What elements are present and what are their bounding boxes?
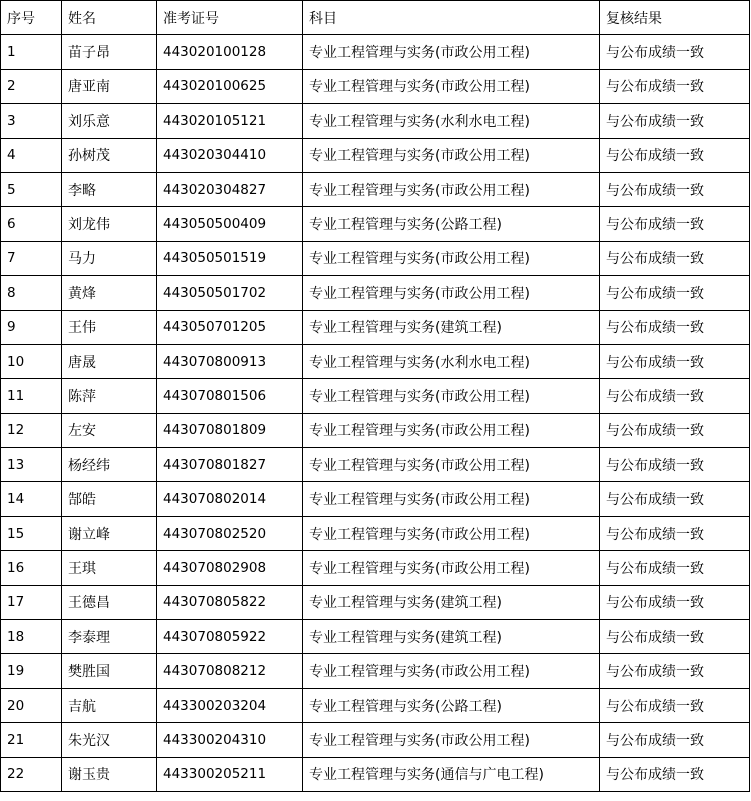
cell-name: 谢立峰	[62, 516, 157, 550]
table-row	[1, 620, 750, 654]
cell-subject: 专业工程管理与实务(建筑工程)	[303, 585, 600, 619]
cell-subject: 专业工程管理与实务(市政公用工程)	[303, 516, 600, 550]
cell-index: 21	[1, 723, 62, 757]
table-row	[1, 757, 750, 791]
cell-name: 郜皓	[62, 482, 157, 516]
header-review-result: 复核结果	[600, 1, 750, 35]
table-row	[1, 654, 750, 688]
cell-exam-number: 443050500409	[157, 207, 303, 241]
cell-review-result: 与公布成绩一致	[600, 69, 750, 103]
table-row	[1, 413, 750, 447]
cell-name: 陈萍	[62, 379, 157, 413]
cell-index: 9	[1, 310, 62, 344]
cell-name: 王伟	[62, 310, 157, 344]
cell-name: 孙树茂	[62, 138, 157, 172]
cell-exam-number: 443070808212	[157, 654, 303, 688]
cell-name: 唐晟	[62, 344, 157, 378]
cell-name: 李泰理	[62, 620, 157, 654]
cell-review-result: 与公布成绩一致	[600, 688, 750, 722]
cell-name: 王德昌	[62, 585, 157, 619]
header-exam-number: 准考证号	[157, 1, 303, 35]
cell-index: 11	[1, 379, 62, 413]
cell-subject: 专业工程管理与实务(建筑工程)	[303, 310, 600, 344]
cell-subject: 专业工程管理与实务(市政公用工程)	[303, 448, 600, 482]
table-row	[1, 344, 750, 378]
table-row	[1, 241, 750, 275]
cell-review-result: 与公布成绩一致	[600, 207, 750, 241]
cell-review-result: 与公布成绩一致	[600, 241, 750, 275]
cell-name: 吉航	[62, 688, 157, 722]
cell-index: 20	[1, 688, 62, 722]
cell-name: 王琪	[62, 551, 157, 585]
cell-review-result: 与公布成绩一致	[600, 310, 750, 344]
cell-review-result: 与公布成绩一致	[600, 276, 750, 310]
table-row	[1, 482, 750, 516]
cell-review-result: 与公布成绩一致	[600, 35, 750, 69]
cell-exam-number: 443050701205	[157, 310, 303, 344]
cell-subject: 专业工程管理与实务(市政公用工程)	[303, 551, 600, 585]
table-row	[1, 551, 750, 585]
cell-exam-number: 443070800913	[157, 344, 303, 378]
cell-subject: 专业工程管理与实务(市政公用工程)	[303, 241, 600, 275]
cell-exam-number: 443050501519	[157, 241, 303, 275]
cell-index: 1	[1, 35, 62, 69]
cell-name: 唐亚南	[62, 69, 157, 103]
cell-subject: 专业工程管理与实务(水利水电工程)	[303, 104, 600, 138]
cell-name: 谢玉贵	[62, 757, 157, 791]
cell-review-result: 与公布成绩一致	[600, 757, 750, 791]
cell-exam-number: 443300204310	[157, 723, 303, 757]
cell-index: 18	[1, 620, 62, 654]
cell-exam-number: 443070801827	[157, 448, 303, 482]
cell-review-result: 与公布成绩一致	[600, 620, 750, 654]
table-row	[1, 276, 750, 310]
cell-review-result: 与公布成绩一致	[600, 723, 750, 757]
cell-exam-number: 443070802520	[157, 516, 303, 550]
cell-subject: 专业工程管理与实务(市政公用工程)	[303, 276, 600, 310]
cell-exam-number: 443020105121	[157, 104, 303, 138]
cell-subject: 专业工程管理与实务(市政公用工程)	[303, 379, 600, 413]
table-row	[1, 69, 750, 103]
cell-review-result: 与公布成绩一致	[600, 482, 750, 516]
cell-subject: 专业工程管理与实务(市政公用工程)	[303, 482, 600, 516]
cell-exam-number: 443050501702	[157, 276, 303, 310]
cell-exam-number: 443070805822	[157, 585, 303, 619]
cell-name: 马力	[62, 241, 157, 275]
cell-index: 12	[1, 413, 62, 447]
cell-review-result: 与公布成绩一致	[600, 448, 750, 482]
table-row	[1, 723, 750, 757]
cell-subject: 专业工程管理与实务(公路工程)	[303, 207, 600, 241]
table-row	[1, 104, 750, 138]
cell-subject: 专业工程管理与实务(市政公用工程)	[303, 35, 600, 69]
table-row	[1, 138, 750, 172]
table-row	[1, 448, 750, 482]
cell-review-result: 与公布成绩一致	[600, 551, 750, 585]
cell-subject: 专业工程管理与实务(通信与广电工程)	[303, 757, 600, 791]
cell-index: 2	[1, 69, 62, 103]
cell-index: 22	[1, 757, 62, 791]
cell-index: 13	[1, 448, 62, 482]
cell-subject: 专业工程管理与实务(市政公用工程)	[303, 413, 600, 447]
cell-name: 李略	[62, 172, 157, 206]
cell-index: 10	[1, 344, 62, 378]
cell-review-result: 与公布成绩一致	[600, 654, 750, 688]
header-subject: 科目	[303, 1, 600, 35]
cell-exam-number: 443020304827	[157, 172, 303, 206]
cell-index: 3	[1, 104, 62, 138]
table-row	[1, 585, 750, 619]
cell-exam-number: 443070801809	[157, 413, 303, 447]
cell-name: 左安	[62, 413, 157, 447]
table-row	[1, 172, 750, 206]
table-row	[1, 310, 750, 344]
cell-index: 14	[1, 482, 62, 516]
header-index: 序号	[1, 1, 62, 35]
cell-index: 15	[1, 516, 62, 550]
cell-index: 6	[1, 207, 62, 241]
cell-exam-number: 443070805922	[157, 620, 303, 654]
cell-name: 黄烽	[62, 276, 157, 310]
cell-subject: 专业工程管理与实务(公路工程)	[303, 688, 600, 722]
cell-exam-number: 443300203204	[157, 688, 303, 722]
cell-exam-number: 443070802908	[157, 551, 303, 585]
cell-review-result: 与公布成绩一致	[600, 413, 750, 447]
cell-index: 17	[1, 585, 62, 619]
cell-index: 7	[1, 241, 62, 275]
cell-exam-number: 443070802014	[157, 482, 303, 516]
cell-review-result: 与公布成绩一致	[600, 516, 750, 550]
cell-name: 刘龙伟	[62, 207, 157, 241]
cell-name: 刘乐意	[62, 104, 157, 138]
header-row	[1, 1, 750, 35]
cell-review-result: 与公布成绩一致	[600, 172, 750, 206]
cell-subject: 专业工程管理与实务(市政公用工程)	[303, 654, 600, 688]
cell-exam-number: 443300205211	[157, 757, 303, 791]
table-body	[1, 35, 750, 792]
cell-review-result: 与公布成绩一致	[600, 104, 750, 138]
cell-review-result: 与公布成绩一致	[600, 138, 750, 172]
cell-exam-number: 443020304410	[157, 138, 303, 172]
cell-review-result: 与公布成绩一致	[600, 344, 750, 378]
cell-subject: 专业工程管理与实务(建筑工程)	[303, 620, 600, 654]
table-row	[1, 516, 750, 550]
cell-exam-number: 443070801506	[157, 379, 303, 413]
cell-index: 19	[1, 654, 62, 688]
cell-name: 樊胜国	[62, 654, 157, 688]
cell-review-result: 与公布成绩一致	[600, 585, 750, 619]
cell-index: 8	[1, 276, 62, 310]
header-name: 姓名	[62, 1, 157, 35]
cell-subject: 专业工程管理与实务(水利水电工程)	[303, 344, 600, 378]
cell-index: 16	[1, 551, 62, 585]
cell-index: 5	[1, 172, 62, 206]
table-row	[1, 379, 750, 413]
cell-exam-number: 443020100625	[157, 69, 303, 103]
cell-exam-number: 443020100128	[157, 35, 303, 69]
cell-name: 苗子昂	[62, 35, 157, 69]
cell-name: 朱光汉	[62, 723, 157, 757]
cell-index: 4	[1, 138, 62, 172]
table-row	[1, 35, 750, 69]
cell-subject: 专业工程管理与实务(市政公用工程)	[303, 69, 600, 103]
table-row	[1, 688, 750, 722]
cell-review-result: 与公布成绩一致	[600, 379, 750, 413]
cell-subject: 专业工程管理与实务(市政公用工程)	[303, 138, 600, 172]
cell-name: 杨经纬	[62, 448, 157, 482]
cell-subject: 专业工程管理与实务(市政公用工程)	[303, 723, 600, 757]
table-row	[1, 207, 750, 241]
cell-subject: 专业工程管理与实务(市政公用工程)	[303, 172, 600, 206]
